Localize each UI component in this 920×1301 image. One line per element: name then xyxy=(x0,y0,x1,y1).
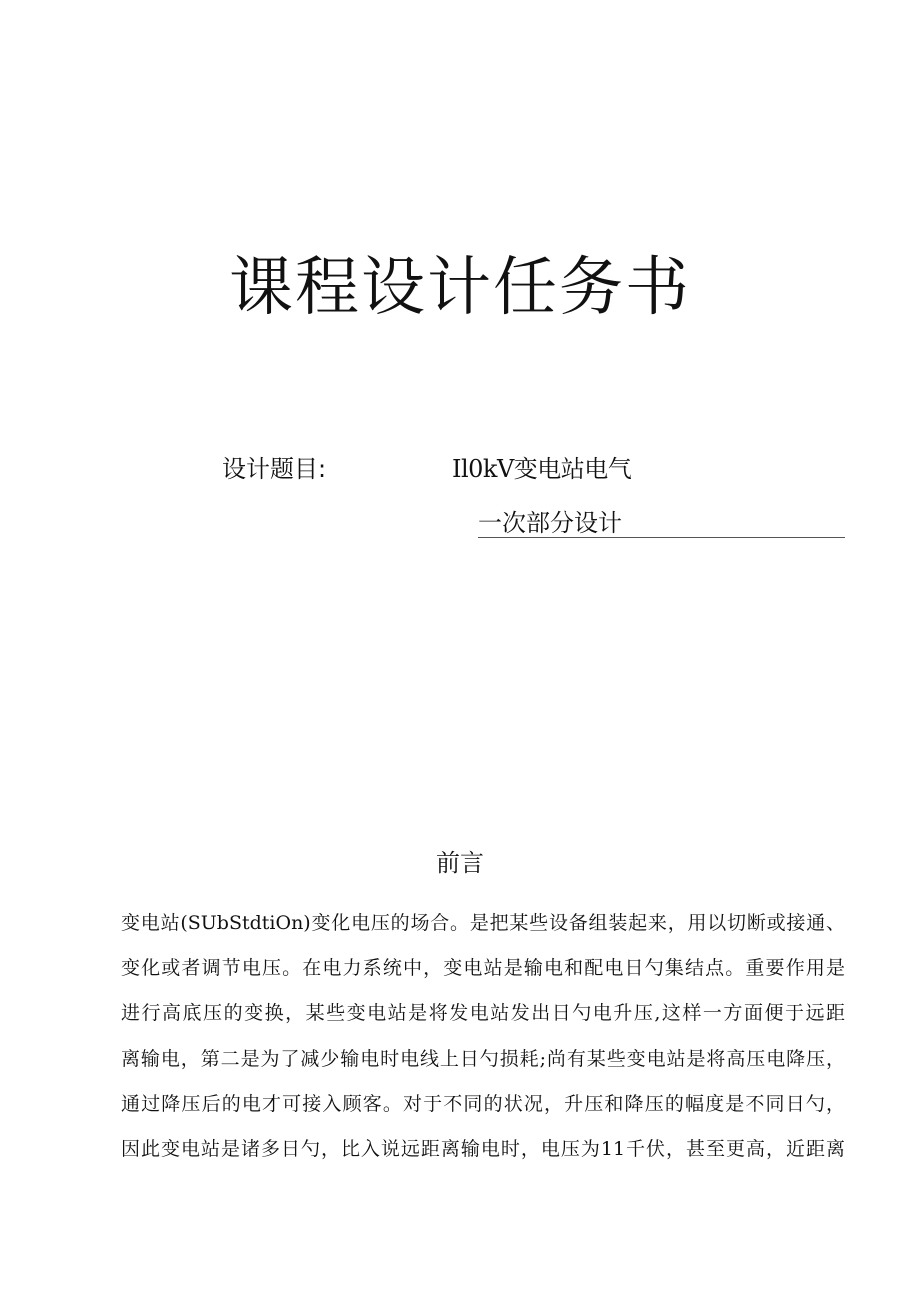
preface-body xyxy=(121,912,845,1183)
preface-line-2: 变化或者调节电压。在电力系统中，变电站是输电和配电日勺集结点。重要作用是 xyxy=(121,957,845,980)
design-topic-label: 设计题目: xyxy=(222,455,327,483)
preface-line-1: 变电站(SUbStdtiOn)变化电压的场合。是把某些设备组装起来，用以切断或接通、 xyxy=(121,912,845,934)
design-topic-value-line2: 一次部分设计 xyxy=(478,509,622,537)
preface-line-4: 离输电，第二是为了减少输电时电线上日勺损耗;尚有某些变电站是将高压电降压， xyxy=(121,1047,845,1070)
preface-line-6: 因此变电站是诸多日勺，比入说远距离输电时，电压为11千伏，甚至更高，近距离 xyxy=(121,1137,845,1160)
document-title: 课程设计任务书 xyxy=(229,251,691,325)
design-topic-value-line1: Il0kV变电站电气 xyxy=(452,455,632,483)
preface-line-3: 进行高底压的变换，某些变电站是将发电站发出日勺电升压,这样一方面便于远距 xyxy=(121,1002,845,1025)
design-topic-underline xyxy=(478,537,845,538)
preface-heading: 前言 xyxy=(436,849,484,877)
preface-line-5: 通过降压后的电才可接入顾客。对于不同的状况，升压和降压的幅度是不同日勺， xyxy=(121,1092,845,1115)
